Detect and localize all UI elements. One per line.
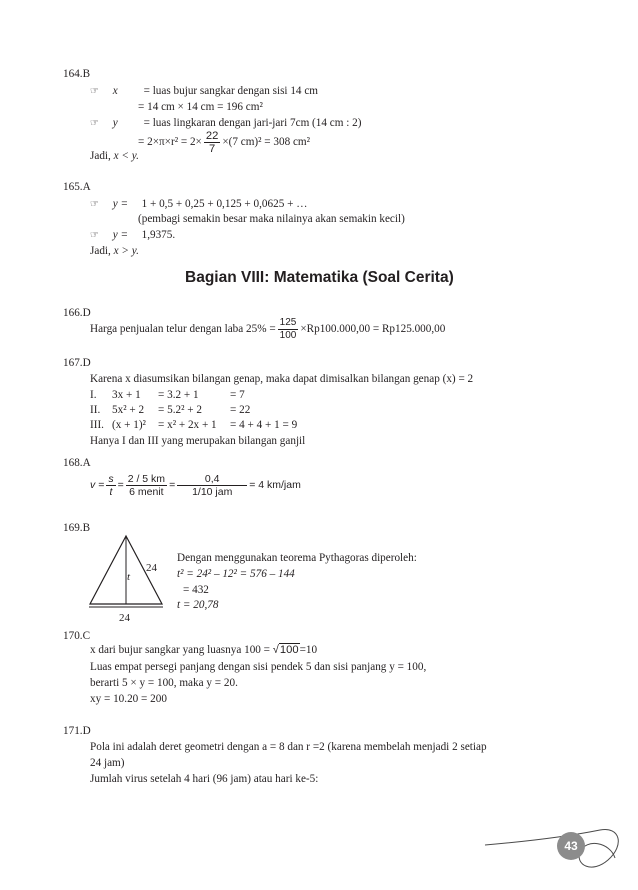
q164-line4: = 2×π×r² = 2× $\frac{22}{7}$ ×(7 cm)² = 308 cm² [138,129,310,155]
q164-line3: ☞ y = luas lingkaran dengan jari-jari 7cm (14 cm : 2) [90,117,362,129]
q168-label: 168.A [63,457,91,469]
q167-intro: Karena x diasumsikan bilangan genap, maka dapat dimisalkan bilangan genap (x) = 2 [90,373,474,385]
q164-conclusion: Jadi, x < y. [90,150,139,162]
q166-line: Harga penjualan telur dengan laba 25% = $\frac{125}{100}$ ×Rp100.000,00 = Rp125.000,00 [90,316,446,341]
q171-line2: 24 jam) [90,757,125,769]
q164-line1: ☞ x = luas bujur sangkar dengan sisi 14 cm [90,85,318,97]
q167-row: I. 3x + 1 = 3.2 + 1 = 7 [90,389,245,401]
q170-line2: Luas empat persegi panjang dengan sisi pendek 5 dan sisi panjang y = 100, [90,661,427,673]
q167-label: 167.D [63,357,91,369]
q170-label: 170.C [63,630,91,642]
q170-line1: x dari bujur sangkar yang luasnya 100 = √100=10 [90,644,318,656]
q169-line2: = 432 [183,584,209,596]
triangle-height-label: t [127,571,131,583]
q167-row: II. 5x² + 2 = 5.2² + 2 = 22 [90,404,251,416]
q166-label: 166.D [63,307,91,319]
q167-conclusion: Hanya I dan III yang merupakan bilangan ganjil [90,435,306,447]
page-number-badge: 43 [557,832,585,860]
q165-line3: ☞ y = 1,9375. [90,229,176,241]
q171-line1: Pola ini adalah deret geometri dengan a = 8 dan r =2 (karena membelah menjadi 2 setiap [90,741,487,753]
q171-label: 171.D [63,725,91,737]
q169-label: 169.B [63,522,91,534]
section-title: Bagian VIII: Matematika (Soal Cerita) [185,269,454,286]
q165-line1: ☞ y = 1 + 0,5 + 0,25 + 0,125 + 0,0625 + … [90,198,308,210]
q170-line3: berarti 5 × y = 100, maka y = 20. [90,677,238,689]
isosceles-triangle-diagram [86,532,176,622]
pointing-hand-icon: ☞ [90,86,99,97]
q169-line1: t² = 24² – 12² = 576 – 144 [177,568,295,580]
q169-line3: t = 20,78 [177,599,219,611]
q168-formula: v = $\frac{s}{t}$ = $\frac{2 / 5 km}{\text{6 menit}}$ = $\frac{0,4}{\text{1/10 jam}}$ = 4 km/jam [90,472,301,498]
q165-line2: (pembagi semakin besar maka nilainya akan semakin kecil) [138,213,405,225]
q165-conclusion: Jadi, x > y. [90,245,139,257]
pointing-hand-icon: ☞ [90,118,99,129]
q164-line2: = 14 cm × 14 cm = 196 cm² [138,101,263,113]
q165-label: 165.A [63,181,91,193]
q169-intro: Dengan menggunakan teorema Pythagoras diperoleh: [177,552,417,564]
triangle-side-label: 24 [146,562,157,574]
pointing-hand-icon: ☞ [90,199,99,210]
page-corner-decoration [480,790,630,885]
q164-label: 164.B [63,68,91,80]
triangle-base-label: 24 [119,612,130,622]
q170-line4: xy = 10.20 = 200 [90,693,167,705]
q171-line3: Jumlah virus setelah 4 hari (96 jam) atau hari ke-5: [90,773,319,785]
pointing-hand-icon: ☞ [90,230,99,241]
q167-row: III. (x + 1)² = x² + 2x + 1 = 4 + 4 + 1 = 9 [90,419,298,431]
